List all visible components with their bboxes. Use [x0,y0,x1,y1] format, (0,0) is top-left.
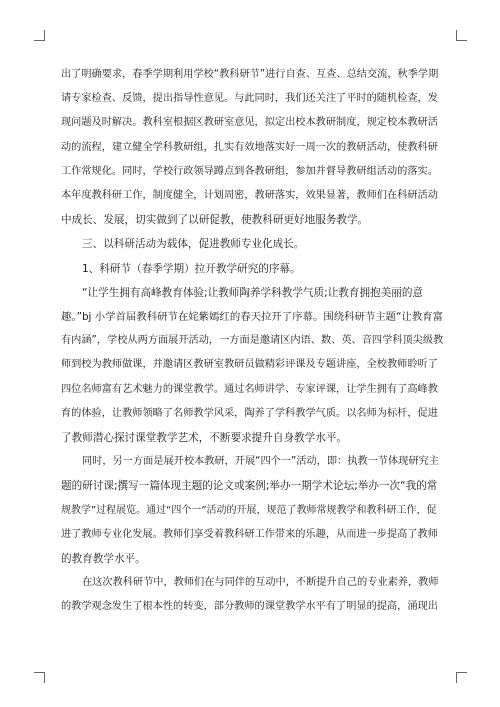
text-line: 进了教师专业化发展。教师们享受着教科研工作带来的乐趣，从而进一步提高了教师 [61,528,438,540]
text-line: 同时，另一方面是展开校本教研，开展“四个一”活动，即：执教一节体现研究主 [82,456,439,468]
text-line: 现问题及时解决。教科室根据区教研室意见，拟定出校本教研制度，规定校本教研活 [61,117,438,129]
text-line: 了教师潜心探讨课堂教学艺术，不断要求提升自身教学水平。 [61,432,348,445]
crop-mark-top-left [34,30,45,41]
text-line: 1、科研节（春季学期）拉开教学研究的序幕。 [82,262,301,275]
section-heading [61,232,443,256]
text-line: 工作常规化。同时，学校行政领导蹲点到各教研组，参加并督导教研组活动的落实。 [61,165,438,177]
crop-mark-bottom-right [456,672,467,683]
text-line: 师到校为教师做课，并邀请区教研室教研员做精彩评课及专题讲座，全校教师聆听了 [61,359,438,371]
paragraph-research-festival [61,281,443,450]
text-line: 的教育教学水平。 [61,553,146,566]
crop-mark-top-right [456,30,467,41]
text-line: 动的流程，建立健全学科教研组，扎实有效地落实好一周一次的教研活动，使教科研 [61,141,438,153]
text-line: “让学生拥有高峰教育体验;让教师陶养学科教学气质;让教育拥抱美丽的意 [82,286,424,299]
text-line: 有内涵”，学校从两方面展开活动，一方面是邀请区内语、数、英、音四学科顶尖级教 [61,335,443,347]
text-line: 在这次教科研节中，教师们在与同伴的互动中，不断提升自己的专业素养，教师 [82,577,439,589]
text-line: 本年度教科研工作，制度健全，计划周密，教研落实，效果显著，教师们在科研活动 [61,190,438,202]
subsection-heading [61,257,443,281]
paragraph-teacher-growth [61,571,443,619]
text-line: 的教学观念发生了根本性的转变，部分教师的课堂教学水平有了明显的提高，涌现出 [61,601,438,613]
text-line: 题的研讨课;撰写一篇体现主题的论文或案例;举办一期学术论坛;举办一次“我的常 [61,480,438,493]
text-line: 三、以科研活动为载体，促进教师专业化成长。 [82,238,305,251]
document-body [61,63,443,620]
text-line: 趣。”bj 小学首届教科研节在姹紫嫣红的春天拉开了序幕。围绕科研节主题“让教育富 [61,311,443,324]
text-line: 中成长、发展，切实做到了以研促教，使教科研更好地服务教学。 [61,214,369,227]
text-line: 出了明确要求，春季学期利用学校“教科研节”进行自查、互查、总结交流，秋季学期 [61,69,439,80]
crop-mark-bottom-left [34,672,45,683]
paragraph-inspection-system [61,63,443,232]
text-line: 四位名师富有艺术魅力的课堂教学。通过名师讲学、专家评课，让学生拥有了高峰教 [61,383,438,395]
text-line: 育的体验，让教师领略了名师教学风采，陶养了学科教学气质。以名师为标杆，促进 [61,407,438,419]
paragraph-four-ones-activity [61,450,443,571]
text-line: 请专家检查、反馈，提出指导性意见。与此同时，我们还关注了平时的随机检查，发 [61,93,438,105]
text-line: 规教学”过程展览。通过“四个一”活动的开展，规范了教师常规教学和教科研工作，促 [61,504,437,516]
